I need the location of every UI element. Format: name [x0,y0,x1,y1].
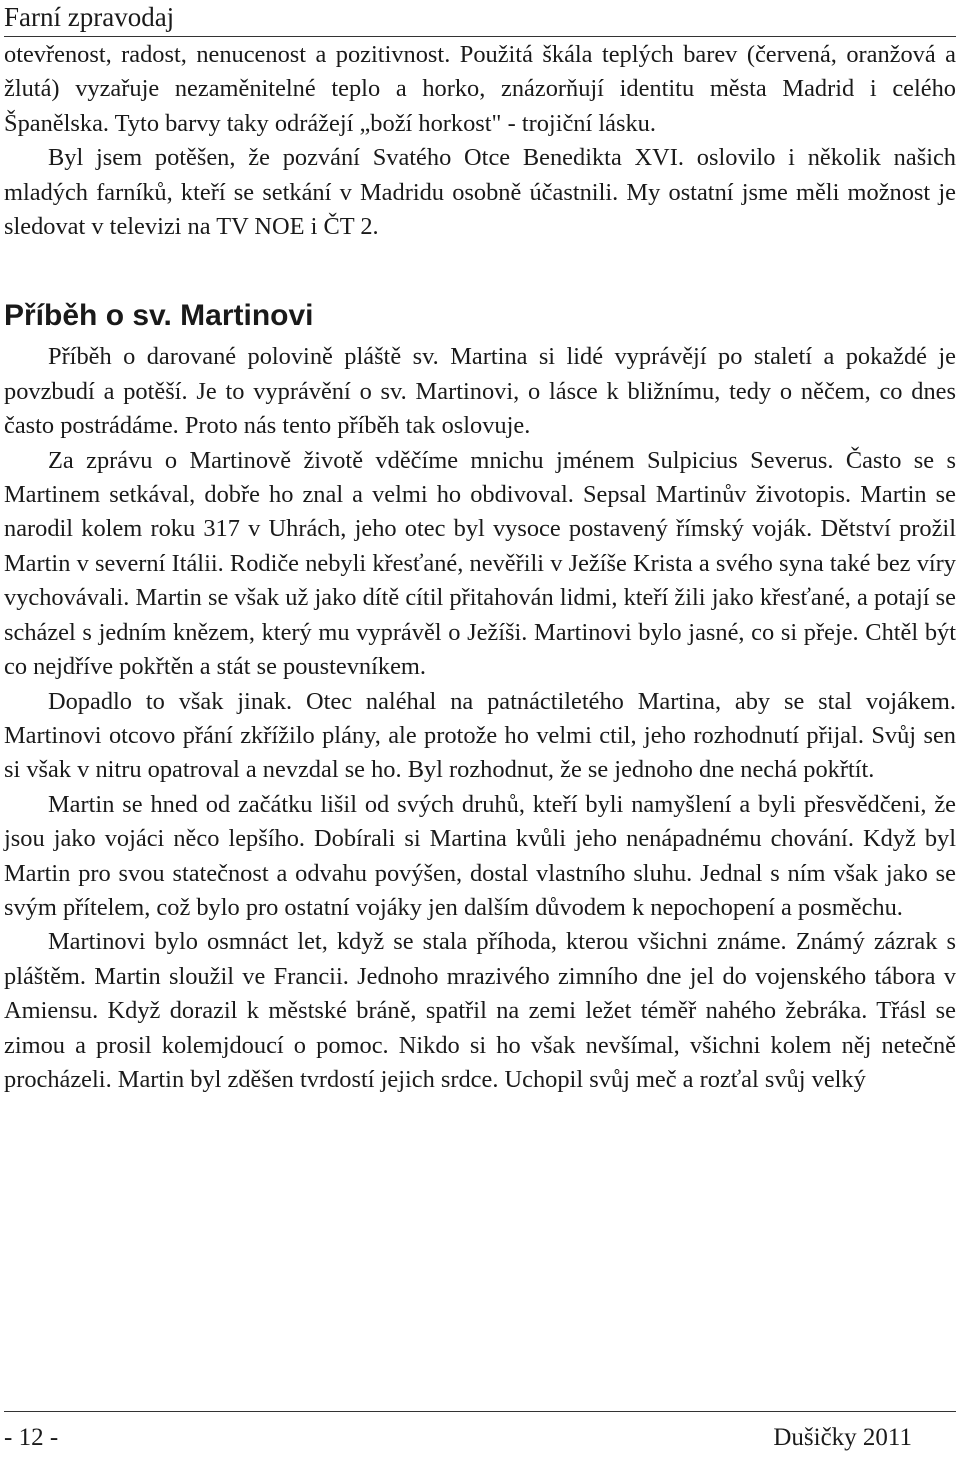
article-paragraph: Martinovi bylo osmnáct let, když se stala příhoda, kterou všichni známe. Známý zázrak s pláštěm. Martin sloužil ve Francii. Jednoho mrazivého zimního dne jel do vojenského tábora v Amiensu. Když dorazil k městské bráně, spatřil na zemi ležet téměř nahého žebráka. Třásl se zimou a prosil kolemjdoucí o pomoc. Nikdo si ho však nevšímal, všichni kolem něj netečně procházeli. Martin byl zděšen tvrdostí jejich srdce. Uchopil svůj meč a rozťal svůj velký [4,928,956,1093]
page-header [4,0,956,37]
page-content [4,38,956,1097]
article-paragraph: Martin se hned od začátku lišil od svých druhů, kteří byli namyšlení a byli přesvědčeni, že jsou jako vojáci něco lepšího. Dobírali si Martina kvůli jeho nenápadnému chování. Když byl Martin pro svou statečnost a odvahu povýšen, dostal vlastního sluhu. Jednal s ním však jako se svým přítelem, což bylo pro ostatní vojáky jen dalším důvodem k nepochopení a posměchu. [4,790,956,921]
article-paragraph: Za zprávu o Martinově životě vděčíme mnichu jménem Sulpicius Severus. Často se s Martinem setkával, dobře ho znal a velmi ho obdivoval. Sepsal Martinův životopis. Martin se narodil kolem roku 317 v Uhrách, jeho otec byl vysoce postavený římský voják. Dětství prožil Martin v severní Itálii. Rodiče nebyli křesťané, nevěřili v Ježíše Krista a svého syna také bez víry vychovávali. Martin se však už jako dítě cítil přitahován lidmi, kteří žili jako křesťané, a potají se scházel s jedním knězem, který mu vyprávěl o Ježíši. Martinovi bylo jasné, co si přeje. Chtěl být co nejdříve pokřtěn a stát se poustevníkem. [4,446,956,681]
issue-name: Dušičky 2011 [773,1424,912,1451]
article-paragraph: Dopadlo to však jinak. Otec naléhal na patnáctiletého Martina, aby se stal vojákem. Martinovi otcovo přání zkřížilo plány, ale protože ho velmi ctil, jeho rozhodnutí přijal. Svůj sen si však v nitru opatroval a nevzdal se ho. Byl rozhodnut, že se jednoho dne nechá pokřtít. [4,687,956,784]
newsletter-title: Farní zpravodaj [4,2,175,32]
page-number: - 12 - [4,1424,59,1451]
article-paragraph: Příběh o darované polovině pláště sv. Martina si lidé vyprávějí po staletí a pokaždé je povzbudí a potěší. Je to vyprávění o sv. Martinovi, o lásce k bližnímu, tedy o něčem, co dnes často postrádáme. Proto nás tento příběh tak oslovuje. [4,343,956,440]
intro-paragraph: Byl jsem potěšen, že pozvání Svatého Otce Benedikta XVI. oslovilo i několik našich mladých farníků, kteří se setkání v Madridu osobně účastnili. My ostatní jsme měli možnost je sledovat v televizi na TV NOE i ČT 2. [4,144,956,241]
footer-divider [4,1411,956,1412]
article-title: Příběh o sv. Martinovi [4,299,314,333]
intro-paragraph: otevřenost, radost, nenucenost a pozitivnost. Použitá škála teplých barev (červená, oranžová a žlutá) vyzařuje nezaměnitelné teplo a horko, znázorňují identitu města Madrid i celého Španělska. Tyto barvy taky odrážejí „boží horkost" - trojiční lásku. [4,41,956,137]
